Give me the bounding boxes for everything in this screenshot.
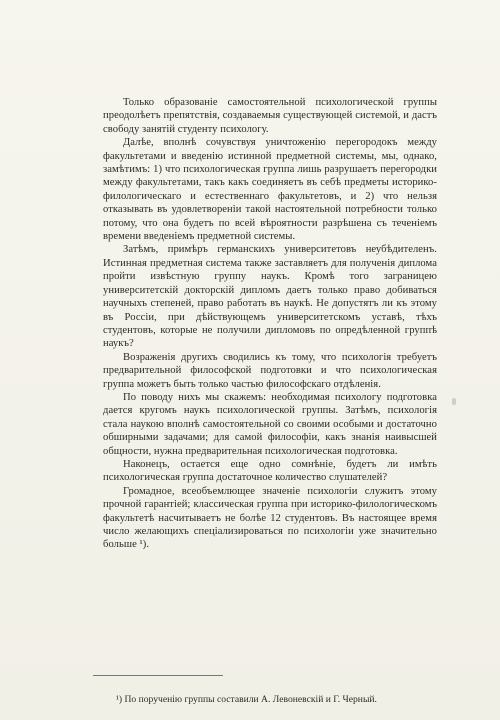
paragraph-2: Далѣе, вполнѣ сочувствуя уничтоженію перегородокъ между факультетами и введенію истинной предметной системы, мы, однако, замѣтимъ: 1) что психологическая группа лишь разрушаетъ перегородки между факультетами, такъ какъ соединяетъ въ себѣ предметы историко-филологическаго и естественнаго факультетовъ, и 2) что нельзя отказывать въ удовлетвореніи такой настоятельной потребности только потому, что она будетъ по всей вѣроятности разрѣшена съ теченіемъ времени введеніемъ предметной системы.: [103, 137, 437, 243]
paragraph-6: Наконецъ, остается еще одно сомнѣніе, будетъ ли имѣть психологическая группа достаточное количество слушателей?: [103, 458, 437, 484]
paragraph-1: Только образованіе самостоятельной психологической группы преодолѣетъ препятствія, создаваемыя существующей системой, и дастъ свободу занятій студенту психологу.: [103, 97, 437, 135]
ink-spot: [452, 398, 456, 405]
paragraph-3: Затѣмъ, примѣръ германскихъ университетовъ неубѣдителенъ. Истинная предметная система также заставляетъ для полученія диплома пройти извѣстную группу наукъ. Кромѣ того заграницею университетскій докторскій дипломъ даетъ только право добиваться научныхъ степеней, право работать въ наукѣ. Не допустятъ ли къ этому въ Россіи, при дѣйствующемъ университетскомъ уставѣ, тѣхъ студентовъ, которые не получили дипломовъ по опредѣленной группѣ наукъ?: [103, 244, 437, 350]
paragraph-4: Возраженія другихъ сводились къ тому, что психологія требуетъ предварительной философской подготовки и что психологическая группа можетъ быть только частью философскаго отдѣленія.: [103, 351, 437, 390]
footnote: ¹) По порученію группы составили А. Левоневскій и Г. Черный.: [116, 694, 377, 705]
paragraph-7: Громадное, всеобъемлющее значеніе психологіи служитъ этому прочной гарантіей; классическая группа при историко-филологическомъ факультетѣ насчитываетъ не болѣе 12 студентовъ. Въ настоящее время число желающихъ спеціализироваться по психологіи уже значительно больше ¹).: [103, 485, 437, 551]
footnote-divider: [93, 675, 223, 676]
paragraph-5: По поводу нихъ мы скажемъ: необходимая психологу подготовка дается кругомъ наукъ психологической группы. Затѣмъ, психологія стала наукою вполнѣ самостоятельной со своими особыми и достаточно обширными задачами; для самой философіи, какъ знанія наивысшей общности, нужна предварительная психологическая подготовка.: [103, 391, 437, 457]
body-text: [103, 96, 437, 552]
